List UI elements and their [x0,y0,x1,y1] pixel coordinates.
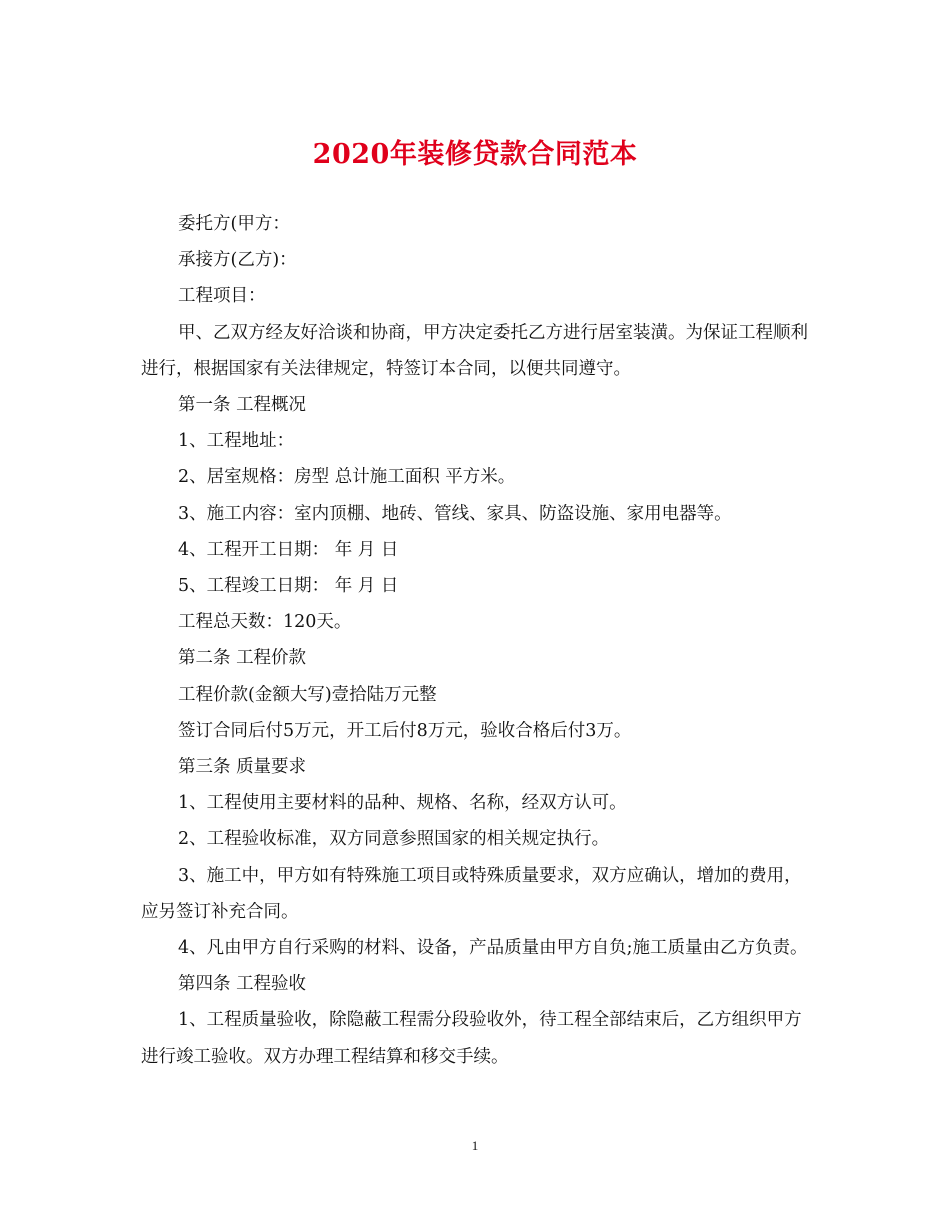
paragraph: 甲、乙双方经友好洽谈和协商，甲方决定委托乙方进行居室装潢。为保证工程顺利进行，根据国家有关法律规定，特签订本合同，以便共同遵守。 [141,322,808,379]
paragraph: 1、工程使用主要材料的品种、规格、名称，经双方认可。 [178,793,627,814]
paragraph: 5、工程竣工日期： 年 月 日 [178,576,399,597]
page-number: 1 [471,1138,479,1153]
paragraph: 工程项目： [178,286,266,307]
paragraph: 签订合同后付5万元，开工后付8万元，验收合格后付3万。 [178,720,632,741]
paragraph: 2、居室规格：房型 总计施工面积 平方米。 [178,467,516,488]
section-heading: 第二条 工程价款 [178,648,307,669]
paragraph: 工程总天数：120天。 [178,612,352,633]
document-body [141,206,811,1075]
paragraph: 3、施工内容：室内顶棚、地砖、管线、家具、防盗设施、家用电器等。 [178,503,732,524]
paragraph: 3、施工中，甲方如有特殊施工项目或特殊质量要求，双方应确认，增加的费用，应另签订补充合同。 [141,865,802,922]
paragraph: 2、工程验收标准，双方同意参照国家的相关规定执行。 [178,829,610,850]
paragraph: 4、工程开工日期： 年 月 日 [178,539,399,560]
paragraph: 4、凡由甲方自行采购的材料、设备，产品质量由甲方自负;施工质量由乙方负责。 [178,938,808,959]
paragraph: 工程价款(金额大写)壹拾陆万元整 [178,684,437,705]
paragraph: 委托方(甲方： [178,214,290,234]
document-title: 2020年装修贷款合同范本 [312,139,638,170]
section-heading: 第一条 工程概况 [178,395,307,416]
paragraph: 1、工程质量验收，除隐蔽工程需分段验收外，待工程全部结束后，乙方组织甲方进行竣工验收。双方办理工程结算和移交手续。 [141,1010,802,1067]
section-heading: 第三条 质量要求 [178,757,307,778]
section-heading: 第四条 工程验收 [178,974,307,995]
paragraph: 1、工程地址： [178,431,295,452]
paragraph: 承接方(乙方)： [178,250,297,271]
